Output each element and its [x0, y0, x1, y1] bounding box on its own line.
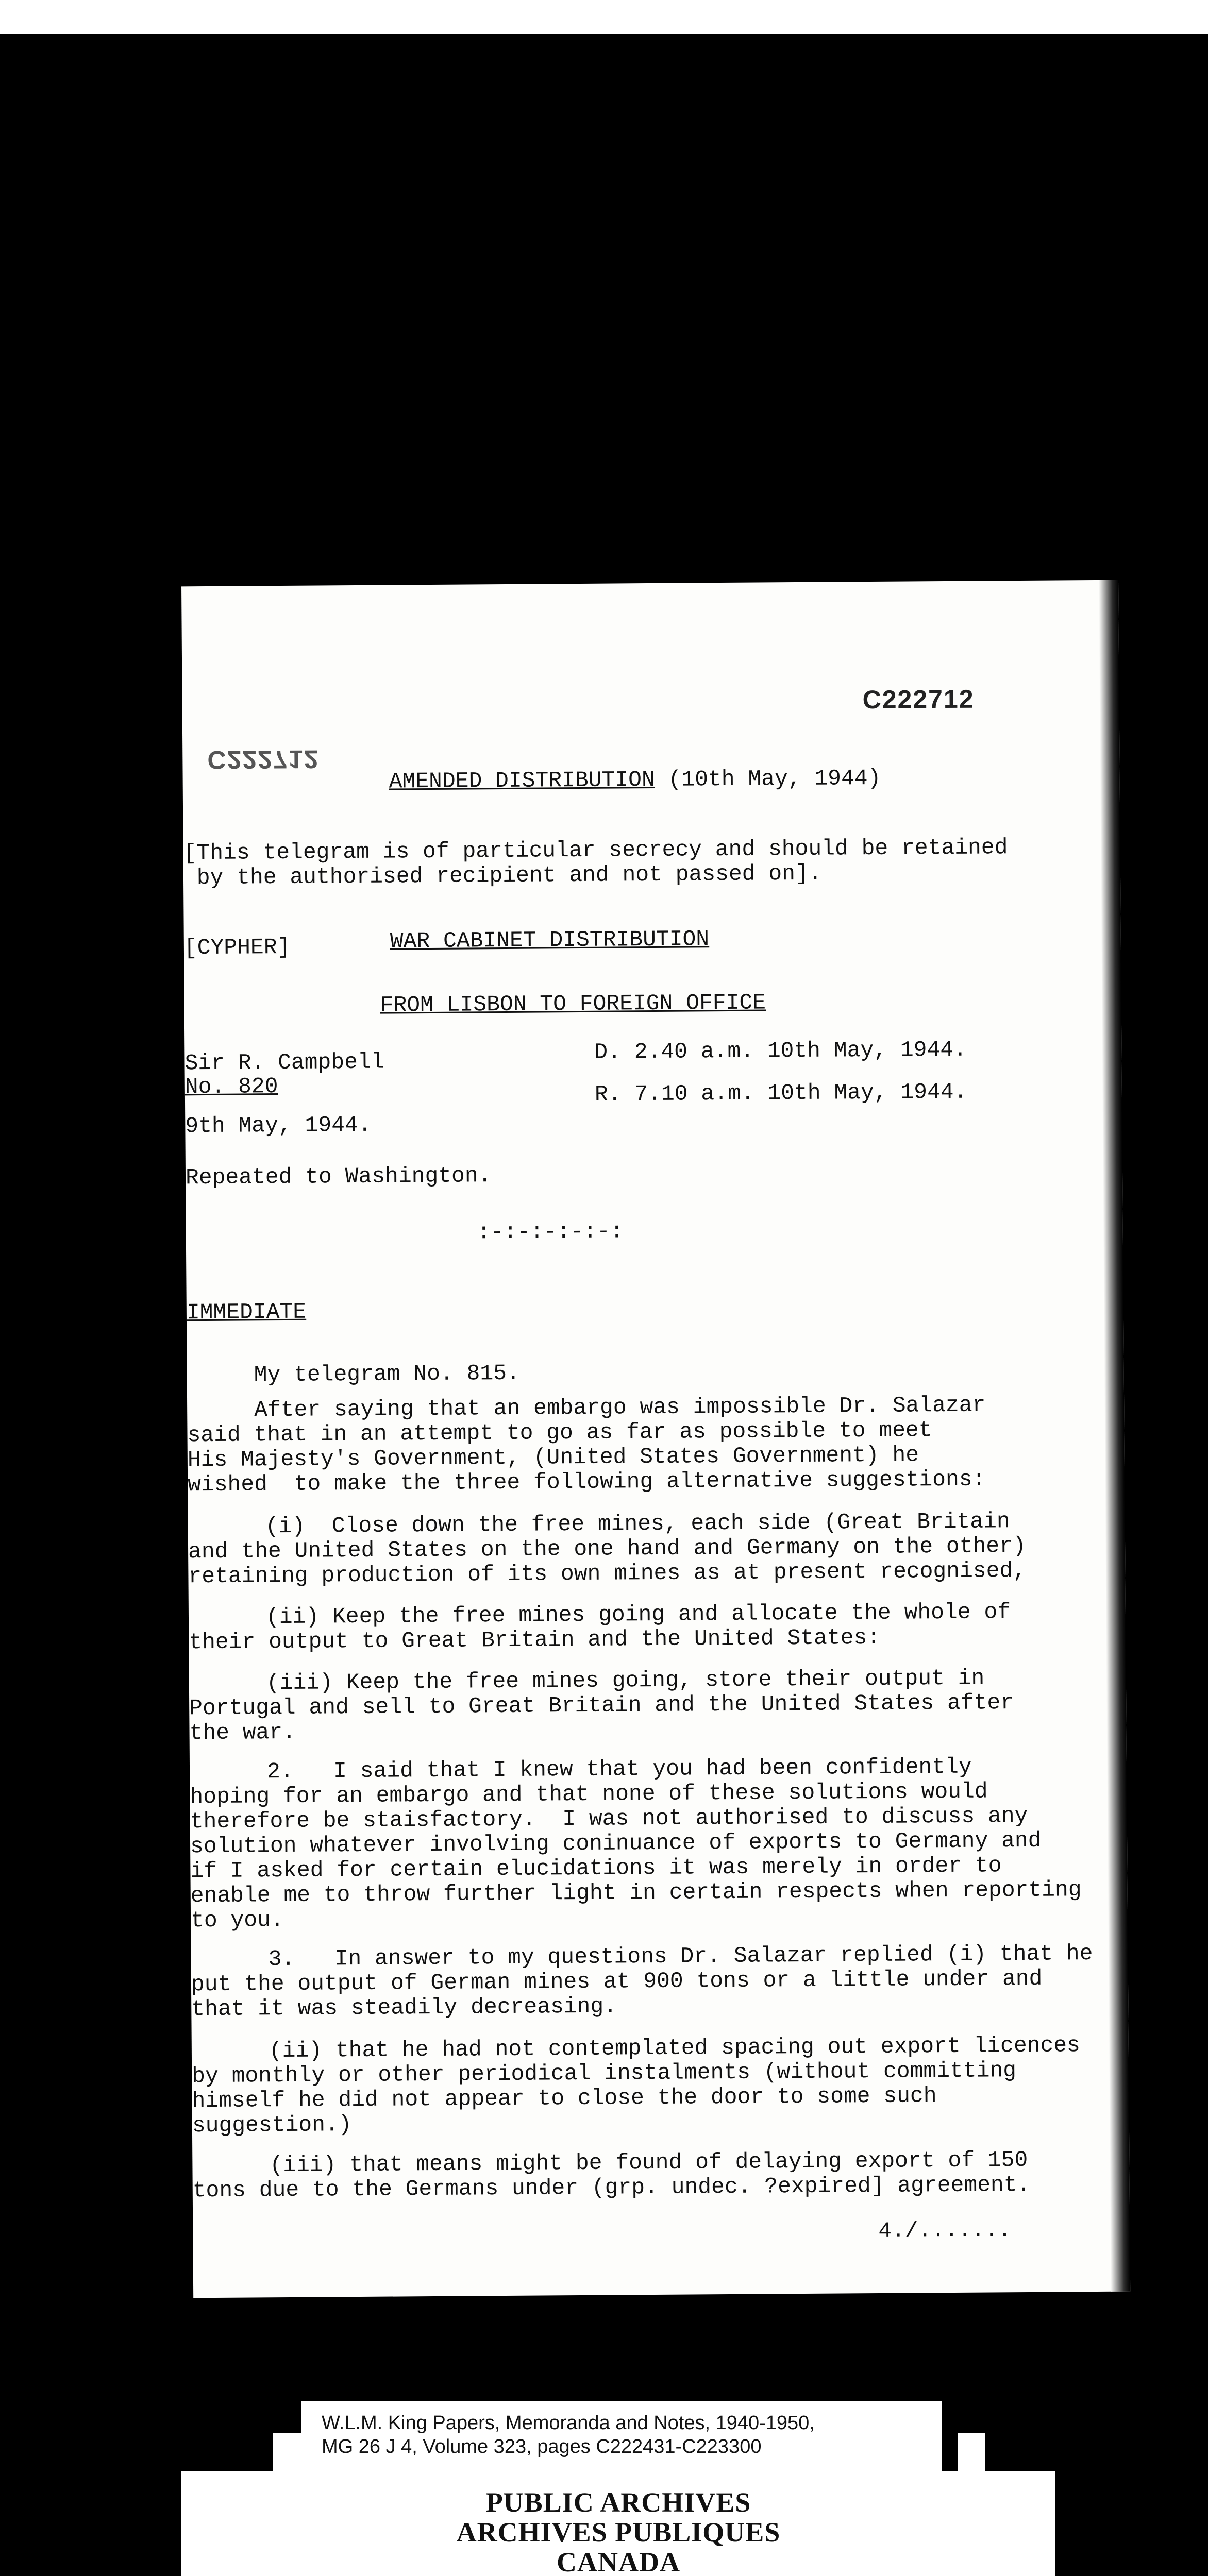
body-line: Portugal and sell to Great Britain and the United States after: [189, 1690, 1014, 1721]
body-line: 2. I said that I knew that you had been confidently: [266, 1754, 972, 1785]
body-line: and the United States on the one hand and Germany on the other): [188, 1533, 1026, 1565]
body-line: that it was steadily decreasing.: [191, 1993, 617, 2022]
body-line: suggestion.): [192, 2112, 352, 2139]
amended-date: (10th May, 1944): [655, 765, 881, 792]
body-line: wished to make the three following alternative suggestions:: [188, 1466, 986, 1498]
body-line: (ii) that he had not contemplated spacing out export licences: [269, 2032, 1081, 2064]
body-line: His Majesty's Government, (United States Government) he: [187, 1442, 919, 1473]
archives-line-2: ARCHIVES PUBLIQUES: [456, 2517, 781, 2548]
body-line: tons due to the Germans under (grp. undec. ?expired] agreement.: [192, 2172, 1031, 2204]
cypher-label: [CYPHER]: [183, 934, 291, 961]
body-line: by monthly or other periodical instalments (without committing: [192, 2058, 1017, 2089]
body-line: therefore be staisfactory. I was not authorised to discuss any: [190, 1803, 1028, 1835]
telegram-page: [181, 580, 1130, 2298]
received-time: R. 7.10 a.m. 10th May, 1944.: [594, 1079, 967, 1107]
despatched-time: D. 2.40 a.m. 10th May, 1944.: [594, 1037, 967, 1065]
collection-label-line-1: W.L.M. King Papers, Memoranda and Notes, 1940-1950,: [322, 2412, 815, 2434]
body-line: hoping for an embargo and that none of these solutions would: [190, 1778, 988, 1810]
sent-date: 9th May, 1944.: [185, 1112, 372, 1139]
body-line: (iii) Keep the free mines going, store their output in: [266, 1665, 985, 1696]
body-line: himself he did not appear to close the door to some such: [192, 2083, 937, 2114]
body-line: (ii) Keep the free mines going and allocate the whole of: [265, 1599, 1011, 1630]
top-border: [0, 0, 1208, 34]
archives-line-3: CANADA: [557, 2547, 680, 2576]
body-line: to you.: [190, 1907, 284, 1934]
body-line: said that in an attempt to go as far as possible to meet: [187, 1417, 932, 1448]
sender-name: Sir R. Campbell: [184, 1049, 384, 1076]
secrecy-note-line-1: [This telegram is of particular secrecy and should be retained: [183, 835, 1008, 866]
body-line: My telegram No. 815.: [254, 1360, 520, 1388]
from-to-heading: FROM LISBON TO FOREIGN OFFICE: [380, 990, 766, 1018]
body-line: 3. In answer to my questions Dr. Salazar replied (i) that he: [268, 1941, 1093, 1972]
body-line: if I asked for certain elucidations it was merely in order to: [190, 1853, 1002, 1884]
body-line: After saying that an embargo was impossible Dr. Salazar: [254, 1392, 986, 1423]
separator: :-:-:-:-:-:: [477, 1218, 624, 1245]
continuation-marker: 4./.......: [878, 2217, 1012, 2244]
secrecy-note-line-2: by the authorised recipient and not passed on].: [183, 860, 822, 891]
body-line: (i) Close down the free mines, each side (Great Britain: [265, 1509, 1010, 1539]
archives-line-1: PUBLIC ARCHIVES: [485, 2487, 751, 2518]
body-line: solution whatever involving coninuance of exports to Germany and: [190, 1827, 1042, 1859]
collection-label-line-2: MG 26 J 4, Volume 323, pages C222431-C223300: [322, 2436, 762, 2458]
page-edge-shadow: [1099, 580, 1130, 2292]
body-line: (iii) that means might be found of delaying export of 150: [270, 2147, 1028, 2178]
reference-number: C222712: [862, 684, 975, 715]
reference-number-bleedthrough: C222712: [207, 744, 320, 775]
body-line: put the output of German mines at 900 tons or a little under and: [191, 1965, 1043, 1997]
telegram-number: No. 820: [184, 1074, 278, 1100]
body-line: retaining production of its own mines as at present recognised,: [188, 1557, 1027, 1589]
body-line: the war.: [189, 1719, 296, 1746]
distribution-heading: WAR CABINET DISTRIBUTION: [390, 926, 710, 954]
body-line: enable me to throw further light in certain respects when reporting: [190, 1877, 1082, 1909]
archives-stamp: [181, 2471, 1055, 2576]
repeated-to: Repeated to Washington.: [185, 1163, 492, 1191]
amended-heading: [389, 765, 881, 795]
priority-label: IMMEDIATE: [186, 1299, 307, 1326]
body-line: their output to Great Britain and the United States:: [189, 1624, 881, 1655]
amended-label: AMENDED DISTRIBUTION: [389, 767, 655, 794]
